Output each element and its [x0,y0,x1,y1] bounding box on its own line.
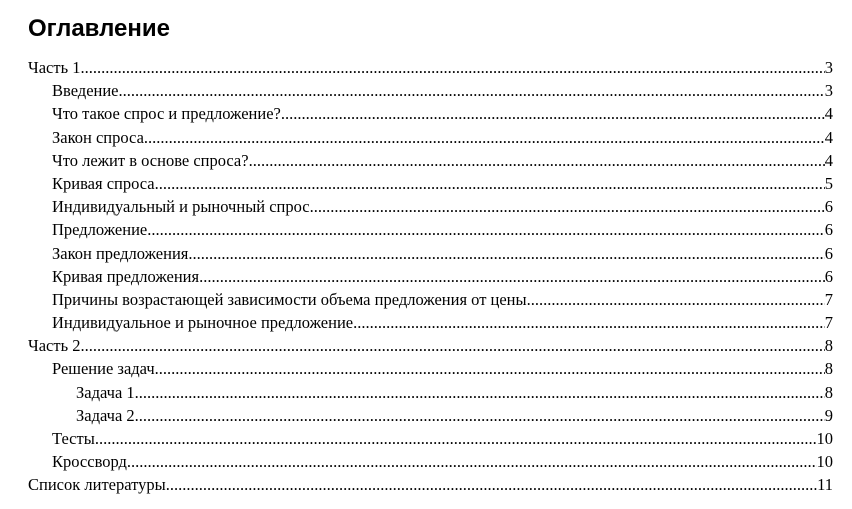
toc-entry-label: Задача 2 [76,405,135,425]
toc-entry-label: Кривая предложения [52,266,200,286]
toc-entry[interactable] [28,357,833,380]
toc-entry-page-number: 7 [824,289,833,309]
toc-entry[interactable] [28,172,833,195]
toc-entry-page-number: 6 [824,243,833,263]
toc-entry-label: Закон предложения [52,243,189,263]
toc-entry-label: Введение [52,81,119,101]
dot-leader [199,265,825,288]
dot-leader [281,102,825,125]
toc-entry-page-number: 9 [824,405,833,425]
toc-entry[interactable] [28,450,833,473]
dot-leader [155,172,825,195]
toc-entry-label: Часть 2 [28,336,81,356]
dot-leader [135,404,825,427]
dot-leader [80,334,824,357]
toc-entry-page-number: 4 [824,150,833,170]
dot-leader [127,450,817,473]
toc-entry-page-number: 11 [817,475,833,495]
toc-entry[interactable] [28,311,833,334]
toc-entry-page-number: 6 [824,220,833,240]
toc-entry-label: Решение задач [52,359,155,379]
dot-leader [80,56,824,79]
dot-leader [188,242,824,265]
toc-entry[interactable] [28,381,833,404]
toc-entry-label: Причины возрастающей зависимости объема предложения от цены [52,289,527,309]
toc-entry-page-number: 8 [824,382,833,402]
toc-entry[interactable] [28,149,833,172]
toc-entry-page-number: 6 [824,197,833,217]
toc-entry-page-number: 4 [824,104,833,124]
toc-entry-label: Список литературы [28,475,166,495]
dot-leader [147,218,825,241]
toc-entry[interactable] [28,334,833,357]
toc-entry-label: Кривая спроса [52,173,155,193]
toc-entry[interactable] [28,218,833,241]
toc-entry-page-number: 3 [824,81,833,101]
dot-leader [95,427,817,450]
toc-entry[interactable] [28,473,833,496]
toc-entry[interactable] [28,195,833,218]
toc-entry-page-number: 8 [824,359,833,379]
toc-entry[interactable] [28,404,833,427]
toc-entry[interactable] [28,126,833,149]
toc-entry-page-number: 7 [824,313,833,333]
toc-entry-label: Индивидуальный и рыночный спрос [52,197,310,217]
toc-entry[interactable] [28,56,833,79]
dot-leader [144,126,825,149]
toc-entry-page-number: 5 [824,173,833,193]
dot-leader [527,288,825,311]
toc-list [28,56,833,497]
dot-leader [353,311,825,334]
toc-entry-page-number: 10 [816,452,833,472]
toc-entry-page-number: 6 [824,266,833,286]
toc-entry[interactable] [28,427,833,450]
toc-entry-label: Закон спроса [52,127,144,147]
toc-entry-label: Задача 1 [76,382,135,402]
dot-leader [155,357,825,380]
toc-entry-label: Что лежит в основе спроса? [52,150,249,170]
dot-leader [135,381,825,404]
toc-entry-label: Часть 1 [28,58,81,77]
dot-leader [249,149,825,172]
toc-entry-label: Индивидуальное и рыночное предложение [52,313,354,333]
toc-entry[interactable] [28,242,833,265]
toc-entry-label: Кроссворд [52,452,127,472]
toc-entry[interactable] [28,102,833,125]
toc-entry-page-number: 4 [824,127,833,147]
toc-entry-page-number: 8 [824,336,833,356]
toc-title: Оглавление [28,15,170,42]
toc-entry[interactable] [28,79,833,102]
toc-entry-label: Предложение [52,220,148,240]
toc-entry-label: Тесты [52,429,95,448]
toc-entry[interactable] [28,288,833,311]
dot-leader [166,473,817,496]
toc-entry-label: Что такое спрос и предложение? [52,104,281,124]
toc-entry-page-number: 3 [824,58,833,77]
dot-leader [310,195,825,218]
toc-entry-page-number: 10 [816,429,833,448]
dot-leader [119,79,825,102]
toc-entry[interactable] [28,265,833,288]
